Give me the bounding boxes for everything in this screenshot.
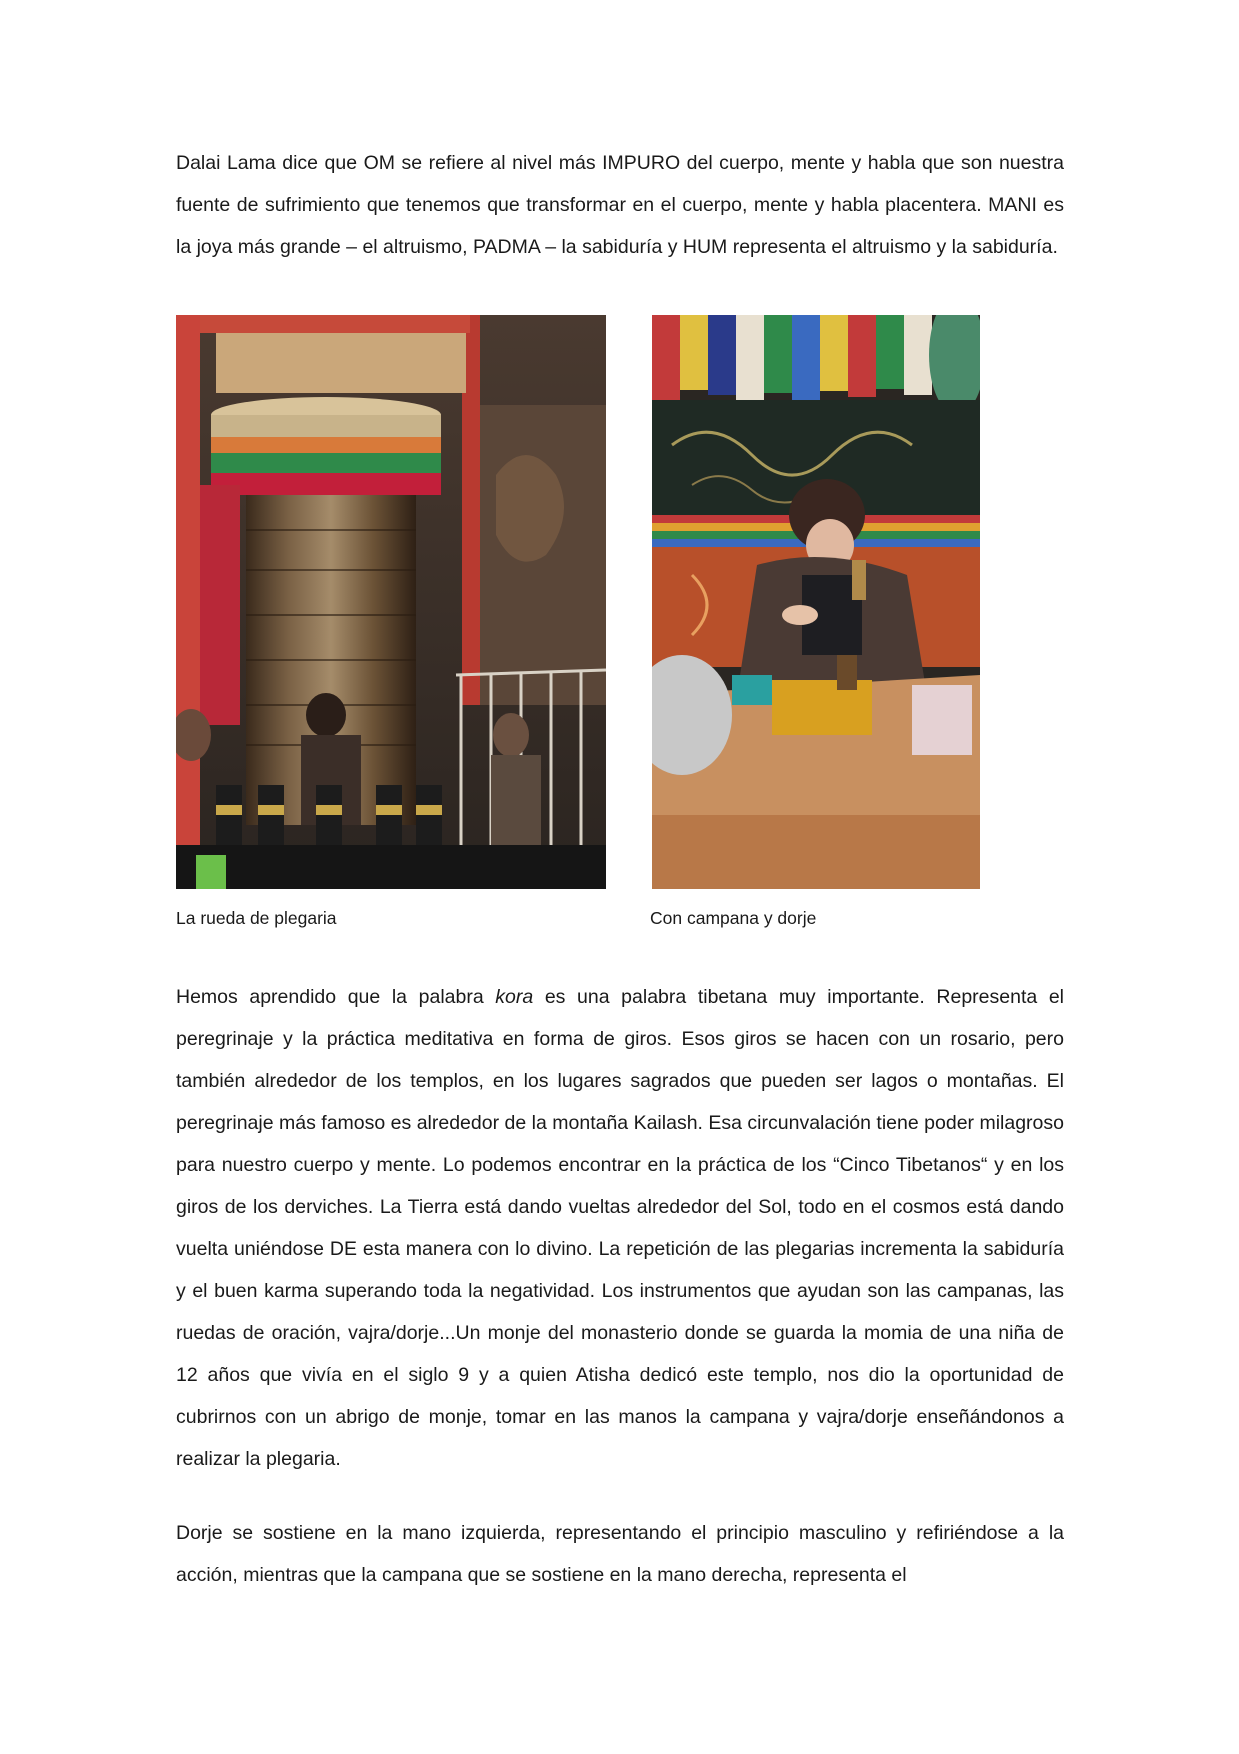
prayer-wheel-photo (176, 315, 606, 889)
paragraph-kora-text-start: Hemos aprendido que la palabra (176, 986, 496, 1008)
paragraph-mantra-meaning: Dalai Lama dice que OM se refiere al nivel más IMPURO del cuerpo, mente y habla que son nuestra fuente de sufrimiento que tenemos que transformar en el cuerpo, mente y habla placentera. MANI es la joya más grande – el altruismo, PADMA – la sabiduría y HUM representa el altruismo y la sabiduría. (176, 152, 1064, 258)
kora-italic-word: kora (495, 986, 534, 1008)
figure-caption-bell-dorje: Con campana y dorje (650, 908, 817, 928)
paragraph-kora-text-rest: es una palabra tibetana muy importante. Representa el peregrinaje y la práctica meditativa en forma de giros. Esos giros se hacen con un rosario, pero también alrededor de los templos, en los lugares sagrados que pueden ser lagos o montañas. El peregrinaje más famoso es alrededor de la montaña Kailash. Esa circunvalación tiene poder milagroso para nuestro cuerpo y mente. Lo podemos encontrar en la práctica de los “Cinco Tibetanos“ y en los giros de los derviches. La Tierra está dando vueltas alrededor del Sol, todo en el cosmos está dando vuelta uniéndose DE esta manera con lo divino. La repetición de las plegarias incrementa la sabiduría y el buen karma superando toda la negatividad. Los instrumentos que ayudan son las campanas, las ruedas de oración, vajra/dorje...Un monje del monasterio donde se guarda la momia de una niña de 12 años que vivía en el siglo 9 y a quien Atisha dedicó este templo, nos dio la oportunidad de cubrirnos con un abrigo de monje, tomar en las manos la campana y vajra/dorje enseñándonos a realizar la plegaria. (176, 986, 1065, 1470)
figure-caption-prayer-wheel: La rueda de plegaria (176, 908, 337, 928)
paragraph-kora (176, 976, 1064, 1480)
bell-and-dorje-photo (652, 315, 980, 889)
paragraph-dorje-bell: Dorje se sostiene en la mano izquierda, representando el principio masculino y refiriéndose a la acción, mientras que la campana que se sostiene en la mano derecha, representa el (176, 1522, 1064, 1586)
